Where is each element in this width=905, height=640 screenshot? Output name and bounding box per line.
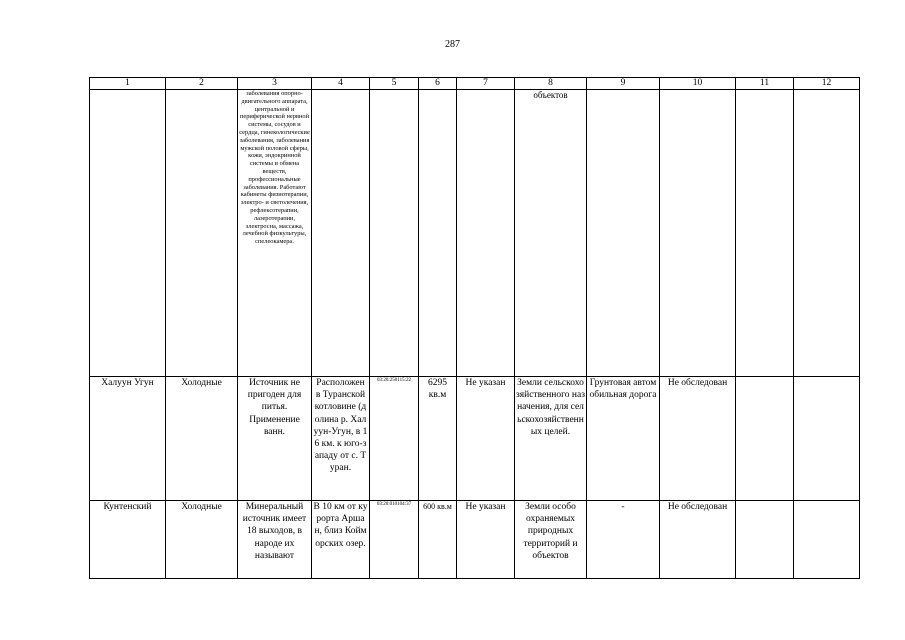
source-name: Кунтенский: [90, 501, 166, 579]
source-name: Халуун Угун: [90, 377, 166, 501]
source-description: Минеральный источник имеет 18 выходов, в народе их называют: [238, 501, 312, 579]
column-header: 4: [312, 78, 370, 90]
source-location: Расположен в Туранской котловине (долина р. Халуун-Угун, в 16 км. к юго-западу от с. Туран.: [312, 377, 370, 501]
access-road: Грунтовая автомобильная дорога: [587, 377, 660, 501]
cadastral-number: 03:20:010104:37: [370, 501, 419, 579]
table-cell: [370, 90, 419, 377]
table-cell: [794, 377, 860, 501]
access-road: -: [587, 501, 660, 579]
column-header: 3: [238, 78, 312, 90]
land-category: Земли особо охраняемых природных территорий и объектов: [515, 501, 587, 579]
table-cell: [166, 90, 238, 377]
table-cell: [736, 90, 794, 377]
table-cell: [90, 90, 166, 377]
table-row: [90, 377, 860, 501]
column-number-row: [90, 78, 860, 90]
column-header: 6: [419, 78, 457, 90]
source-location: В 10 км от курорта Аршан, близ Койморских озер.: [312, 501, 370, 579]
table-cell: [457, 90, 515, 377]
owner: Не указан: [457, 377, 515, 501]
registry-table: [89, 77, 860, 579]
water-type: Холодные: [166, 501, 238, 579]
column-header: 5: [370, 78, 419, 90]
owner: Не указан: [457, 501, 515, 579]
continuation-description: заболевания опорно-двигательного аппарата, центральной и периферической нервной системы, сосудов и сердца, гинекологические заболевания, заболевания мужской половой сферы, кожи, эндокринной системы и обмена веществ, профессиональные заболевания. Работают кабинеты физиотерапии, электро- и светолечения, рефлексотерапии, лазеротерапии, электросна, массажа, лечебной физкультуры, спелеокамера.: [238, 90, 312, 377]
survey-status: Не обследован: [660, 501, 736, 579]
area: 6295 кв.м: [419, 377, 457, 501]
column-header: 8: [515, 78, 587, 90]
column-header: 7: [457, 78, 515, 90]
table-cell: [736, 377, 794, 501]
column-header: 10: [660, 78, 736, 90]
continuation-row: [90, 90, 860, 377]
page-number: 287: [445, 39, 460, 50]
area: 600 кв.м: [419, 501, 457, 579]
table-cell: [312, 90, 370, 377]
table-row: [90, 501, 860, 579]
table-cell: [794, 90, 860, 377]
cadastral-number: 03:20:250115:22: [370, 377, 419, 501]
table-cell: [419, 90, 457, 377]
column-header: 2: [166, 78, 238, 90]
column-header: 9: [587, 78, 660, 90]
table-cell: [794, 501, 860, 579]
survey-status: Не обследован: [660, 377, 736, 501]
column-header: 11: [736, 78, 794, 90]
table-cell: [660, 90, 736, 377]
source-description: Источник не пригоден для питья. Применение ванн.: [238, 377, 312, 501]
column-header: 1: [90, 78, 166, 90]
column-header: 12: [794, 78, 860, 90]
land-category: Земли сельскохозяйственного назначения, для сельскохозяйственных целей.: [515, 377, 587, 501]
continuation-land-category: объектов: [515, 90, 587, 377]
table-cell: [587, 90, 660, 377]
table-cell: [736, 501, 794, 579]
water-type: Холодные: [166, 377, 238, 501]
